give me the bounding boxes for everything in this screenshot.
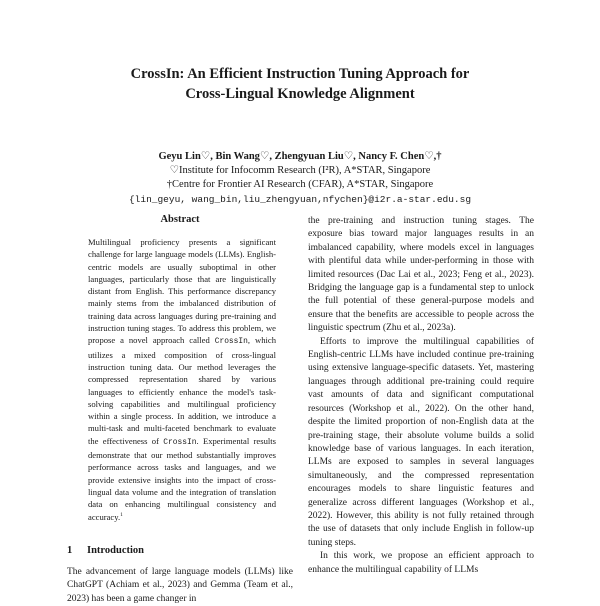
section-heading-introduction (67, 544, 144, 558)
abstract-text-2: , which utilizes a mixed composition of cross-lingual instruction tuning data. Our method leverages the compressed representation shared by various languages to efficiently enhance the model's task-solving capabilities and multilingual proficiency within a single process. In addition, we introduce a multi-task and multi-faceted benchmark to evaluate the effectiveness of (88, 335, 276, 446)
paper-title (0, 64, 600, 104)
title-line-1: CrossIn: An Efficient Instruction Tuning Approach for (130, 66, 470, 82)
abstract-body (88, 236, 276, 523)
section-number: 1 (67, 545, 73, 556)
method-name-2: CrossIn (163, 437, 197, 447)
section-title: Introduction (87, 545, 144, 556)
author-emails: {lin_geyu, wang_bin,liu_zhengyuan,nfychen}@i2r.a-star.edu.sg (128, 194, 472, 205)
affiliation-1: ♡Institute for Infocomm Research (I²R), A*STAR, Singapore (169, 165, 431, 176)
introduction-left-text: The advancement of large language models (LLMs) like ChatGPT (Achiam et al., 2023) and Gemma (Team et al., 2023) has been a game changer in (67, 567, 293, 604)
intro-paragraph-2: Efforts to improve the multilingual capabilities of English-centric LLMs have included continue pre-training using extensive language-specific datasets. Yet, mastering languages through additional pre-training could require vast amounts of data and significant computational resources (Workshop et al., 2022). On the other hand, despite the limited proportion of non-English data at the pre-training stage, their absolute volume builds a solid knowledge base of various languages. In each iteration, LLMs are exposed to samples in several languages simultaneously, and the compressed representation encourages models to share linguistic features and generalize across different languages (Workshop et al., 2022). However, this ability is not fully retained through the use of datasets that only include English in follow-up tuning steps. (308, 336, 534, 548)
intro-paragraph-3: In this work, we propose an efficient approach to enhance the multilingual capability of LLMs (308, 551, 534, 575)
method-name: CrossIn (214, 337, 248, 347)
abstract-text-3: . Experimental results demonstrate that our method substantially improves performance across tasks and languages, and we provide extensive insights into the impact of cross-lingual data volume and the integration of translation data on enhancing multilingual consistency and accuracy. (88, 435, 276, 522)
author-list: Geyu Lin♡, Bin Wang♡, Zhengyuan Liu♡, Nancy F. Chen♡,† (158, 151, 442, 162)
right-column (308, 215, 534, 577)
intro-paragraph-1: the pre-training and instruction tuning stages. The exposure bias toward major languages results in an imbalanced capability, where models excel in languages with plentiful data while under-performing in those with limited resources (Dac Lai et al., 2023; Feng et al., 2023). Bridging the language gap is a fundamental step to unlock the full potential of these general-purpose models and ensure that the benefits are accessible to people across the linguistic spectrum (Zhu et al., 2023a). (308, 216, 534, 334)
affiliation-2: †Centre for Frontier AI Research (CFAR), A*STAR, Singapore (166, 179, 434, 190)
abstract-text-1: Multilingual proficiency presents a significant challenge for large language models (LLMs). English-centric models are usually suboptimal in other languages, particularly those that are linguistically distant from English. This performance discrepancy mainly stems from the imbalanced distribution of training data across languages during pre-training and instruction tuning stages. To address this problem, we propose a novel approach called (88, 237, 276, 346)
footnote-mark: 1 (120, 511, 123, 518)
title-line-2: Cross-Lingual Knowledge Alignment (185, 86, 415, 102)
abstract-heading: Abstract (160, 214, 200, 225)
